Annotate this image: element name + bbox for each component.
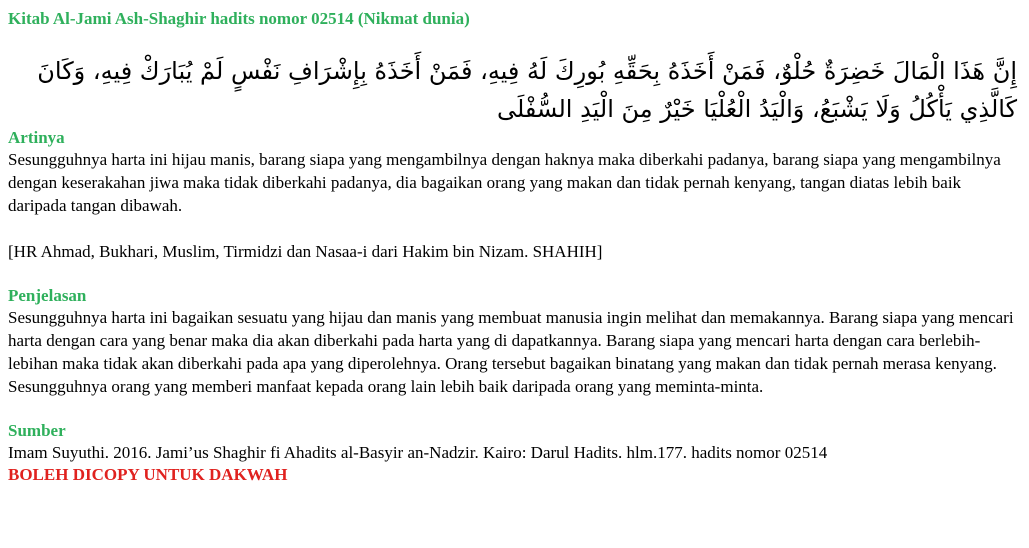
sumber-heading: Sumber [8,421,66,440]
penjelasan-heading: Penjelasan [8,286,87,305]
penjelasan-text: Sesungguhnya harta ini bagaikan sesuatu yang hijau dan manis yang membuat manusia ingin melihat dan memakannya. Barang siapa yang mencari harta dengan cara yang benar maka dia akan diberkahi pada harta yang di dapatkannya. Barang siapa yang mencari harta dengan cara berlebih-lebihan maka tidak akan diberkahi pada apa yang diperolehnya. Orang tersebut bagaikan binatang yang makan dan tidak pernah merasa kenyang. Sesungguhnya orang yang memberi manfaat kepada orang lain lebih baik daripada orang yang meminta-minta. [8,308,1014,396]
hadith-source-citation: [HR Ahmad, Bukhari, Muslim, Tirmidzi dan Nasaa-i dari Hakim bin Nizam. SHAHIH] [8,242,603,261]
spacer [8,217,1021,240]
artinya-heading: Artinya [8,128,65,147]
spacer [8,398,1021,421]
sumber-text: Imam Suyuthi. 2016. Jami’us Shaghir fi Ahadits al-Basyir an-Nadzir. Kairo: Darul Hadits. hlm.177. hadits nomor 02514 [8,443,828,462]
document-page [8,8,1021,486]
footer-notice: BOLEH DICOPY UNTUK DAKWAH [8,465,288,484]
artinya-text: Sesungguhnya harta ini hijau manis, barang siapa yang mengambilnya dengan haknya maka diberkahi padanya, barang siapa yang mengambilnya dengan keserakahan jiwa maka tidak diberkahi padanya, dia bagaikan orang yang makan dan tidak pernah kenyang, tangan diatas lebih baik daripada tangan dibawah. [8,150,1001,215]
arabic-hadith-text: إِنَّ هَذَا الْمَالَ خَضِرَةٌ حُلْوٌ، فَمَنْ أَخَذَهُ بِحَقِّهِ بُورِكَ لَهُ فِيهِ، فَمَنْ أَخَذَهُ بِإِشْرَافِ نَفْسٍ لَمْ يُبَارَكْ فِيهِ، وَكَانَ كَالَّذِي يَأْكُلُ وَلَا يَشْبَعُ، وَالْيَدُ الْعُلْيَا خَيْرٌ مِنَ الْيَدِ السُّفْلَى [37,57,1017,123]
spacer [8,263,1021,286]
page-title: Kitab Al-Jami Ash-Shaghir hadits nomor 02514 (Nikmat dunia) [8,9,470,28]
